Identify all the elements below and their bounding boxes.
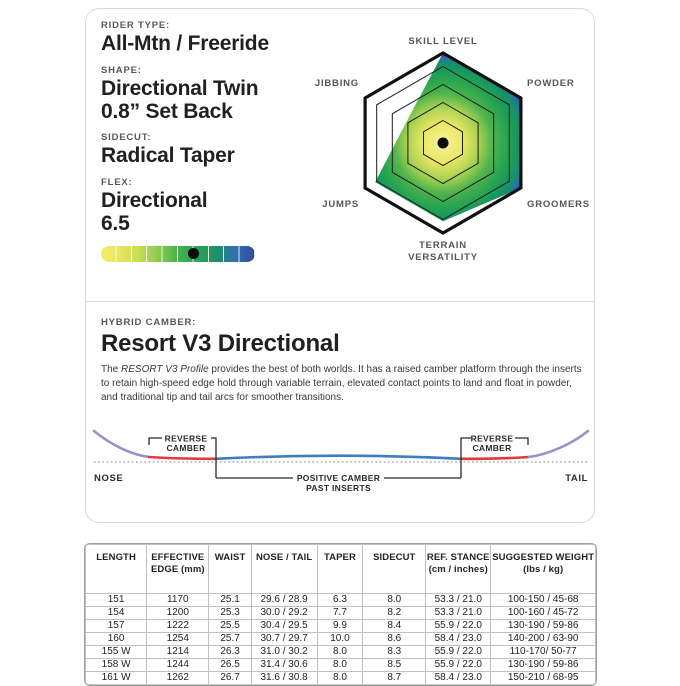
table-cell: 157	[86, 620, 147, 633]
table-cell: 10.0	[317, 633, 363, 646]
camber-reverse-left	[149, 457, 216, 459]
table-cell: 1244	[147, 659, 209, 672]
table-header-cell: SUGGESTED WEIGHT (lbs / kg)	[491, 545, 596, 594]
table-cell: 6.3	[317, 594, 363, 607]
radar-chart	[308, 19, 598, 271]
table-cell: 110-170/ 50-77	[491, 646, 596, 659]
reverse-camber-label-right-line1: REVERSE	[470, 433, 514, 444]
table-cell: 30.0 / 29.2	[251, 607, 317, 620]
table-cell: 1254	[147, 633, 209, 646]
table-cell: 31.0 / 30.2	[251, 646, 317, 659]
camber-section	[86, 301, 596, 498]
camber-nose-curve	[94, 431, 149, 457]
radar-axis-label: JIBBING	[314, 78, 359, 89]
flex-value-line2: 6.5	[101, 212, 130, 236]
table-cell: 8.2	[363, 607, 426, 620]
table-cell: 55.9 / 22.0	[426, 620, 491, 633]
table-cell: 7.7	[317, 607, 363, 620]
spec-card	[85, 8, 595, 523]
table-row	[86, 672, 596, 685]
table-cell: 1214	[147, 646, 209, 659]
table-cell: 31.6 / 30.8	[251, 672, 317, 685]
table-cell: 29.6 / 28.9	[251, 594, 317, 607]
table-cell: 100-160 / 45-72	[491, 607, 596, 620]
table-cell: 8.4	[363, 620, 426, 633]
table-cell: 58.4 / 23.0	[426, 633, 491, 646]
table-header-cell: SIDECUT	[363, 545, 426, 594]
flex-label: FLEX:	[101, 177, 133, 189]
table-cell: 158 W	[86, 659, 147, 672]
table-cell: 1170	[147, 594, 209, 607]
table-cell: 25.1	[209, 594, 251, 607]
nose-label: NOSE	[94, 472, 124, 484]
table-cell: 30.7 / 29.7	[251, 633, 317, 646]
camber-reverse-right	[461, 457, 529, 459]
table-cell: 53.3 / 21.0	[426, 607, 491, 620]
camber-bracket-left-start	[149, 438, 162, 445]
radar-axis-label: JUMPS	[322, 199, 359, 210]
table-row	[86, 659, 596, 672]
table-header-cell: WAIST	[209, 545, 251, 594]
table-cell: 25.7	[209, 633, 251, 646]
table-cell: 8.0	[317, 646, 363, 659]
table-cell: 8.0	[317, 672, 363, 685]
table-cell: 8.7	[363, 672, 426, 685]
table-row	[86, 607, 596, 620]
table-header-cell: LENGTH	[86, 545, 147, 594]
table-cell: 155 W	[86, 646, 147, 659]
table-row	[86, 633, 596, 646]
table-header-cell: TAPER	[317, 545, 363, 594]
rider-type-value: All-Mtn / Freeride	[101, 31, 269, 55]
camber-positive-arc	[216, 455, 461, 458]
camber-description-rest: provides the best of both worlds. It has a raised camber platform through the inserts to retain high-speed edge hold through variable terrain, elevated contact points to land and float in powder, and traditional tip and tail arcs for smoother transitions.	[101, 364, 582, 404]
table-cell: 150-210 / 68-95	[491, 672, 596, 685]
sidecut-value: Radical Taper	[101, 144, 235, 168]
radar-axis-label: VERSATILITY	[408, 252, 478, 263]
shape-value-line2: 0.8” Set Back	[101, 99, 233, 123]
flex-scale-bar	[101, 246, 255, 262]
shape-value	[101, 78, 306, 124]
rider-type-label: RIDER TYPE:	[101, 20, 170, 31]
camber-profile-diagram	[86, 423, 596, 498]
radar-center-dot	[438, 138, 449, 149]
flex-scale-dot	[188, 248, 199, 259]
table-cell: 26.5	[209, 659, 251, 672]
table-row	[86, 620, 596, 633]
table-cell: 140-200 / 63-90	[491, 633, 596, 646]
table-cell: 8.5	[363, 659, 426, 672]
radar-axis-label: TERRAIN	[419, 240, 467, 251]
camber-bracket-right-end	[515, 438, 528, 445]
table-cell: 1200	[147, 607, 209, 620]
table-cell: 8.0	[317, 659, 363, 672]
table-cell: 58.4 / 23.0	[426, 672, 491, 685]
table-cell: 1222	[147, 620, 209, 633]
table-cell: 31.4 / 30.6	[251, 659, 317, 672]
table-cell: 8.3	[363, 646, 426, 659]
table-header-row	[86, 545, 596, 594]
table-cell: 25.5	[209, 620, 251, 633]
table-cell: 151	[86, 594, 147, 607]
table-header-cell: NOSE / TAIL	[251, 545, 317, 594]
camber-tail-curve	[529, 431, 588, 457]
table-header-cell: REF. STANCE (cm / inches)	[426, 545, 491, 594]
spec-list	[101, 21, 306, 262]
table-row	[86, 646, 596, 659]
table-cell: 30.4 / 29.5	[251, 620, 317, 633]
flex-value-line1: Directional	[101, 189, 208, 213]
reverse-camber-label-right-line2: CAMBER	[472, 442, 512, 453]
table-cell: 130-190 / 59-86	[491, 659, 596, 672]
table-cell: 154	[86, 607, 147, 620]
table-cell: 8.0	[363, 594, 426, 607]
reverse-camber-label-left-line2: CAMBER	[166, 442, 206, 453]
camber-title: Resort V3 Directional	[101, 329, 340, 357]
table-cell: 55.9 / 22.0	[426, 659, 491, 672]
table-cell: 25.3	[209, 607, 251, 620]
shape-value-line1: Directional Twin	[101, 76, 259, 100]
hybrid-camber-label: HYBRID CAMBER:	[101, 317, 197, 328]
table-cell: 8.6	[363, 633, 426, 646]
shape-label: SHAPE:	[101, 64, 142, 76]
flex-value	[101, 190, 306, 236]
reverse-camber-label-left-line1: REVERSE	[164, 433, 208, 444]
table-cell: 1262	[147, 672, 209, 685]
table-cell: 55.9 / 22.0	[426, 646, 491, 659]
table-row	[86, 594, 596, 607]
camber-description-italic: RESORT V3 Profile	[121, 364, 209, 376]
table-cell: 26.7	[209, 672, 251, 685]
table-cell: 53.3 / 21.0	[426, 594, 491, 607]
tail-label: TAIL	[565, 472, 588, 484]
table-cell: 160	[86, 633, 147, 646]
sidecut-label: SIDECUT:	[101, 132, 152, 144]
positive-camber-label-line1: POSITIVE CAMBER	[296, 472, 381, 483]
radar-axis-label: SKILL LEVEL	[408, 36, 478, 47]
camber-description-prefix: The	[101, 364, 122, 376]
table-cell: 161 W	[86, 672, 147, 685]
table-cell: 130-190 / 59-86	[491, 620, 596, 633]
size-table-container	[84, 543, 597, 686]
table-header-cell: EFFECTIVE EDGE (mm)	[147, 545, 209, 594]
table-cell: 9.9	[317, 620, 363, 633]
radar-axis-label: POWDER	[527, 78, 575, 89]
positive-camber-label-line2: PAST INSERTS	[306, 482, 371, 493]
radar-chart-svg	[308, 19, 598, 271]
size-table	[85, 544, 596, 685]
table-cell: 26.3	[209, 646, 251, 659]
camber-description	[101, 363, 583, 406]
radar-axis-label: GROOMERS	[527, 199, 590, 210]
table-cell: 100-150 / 45-68	[491, 594, 596, 607]
